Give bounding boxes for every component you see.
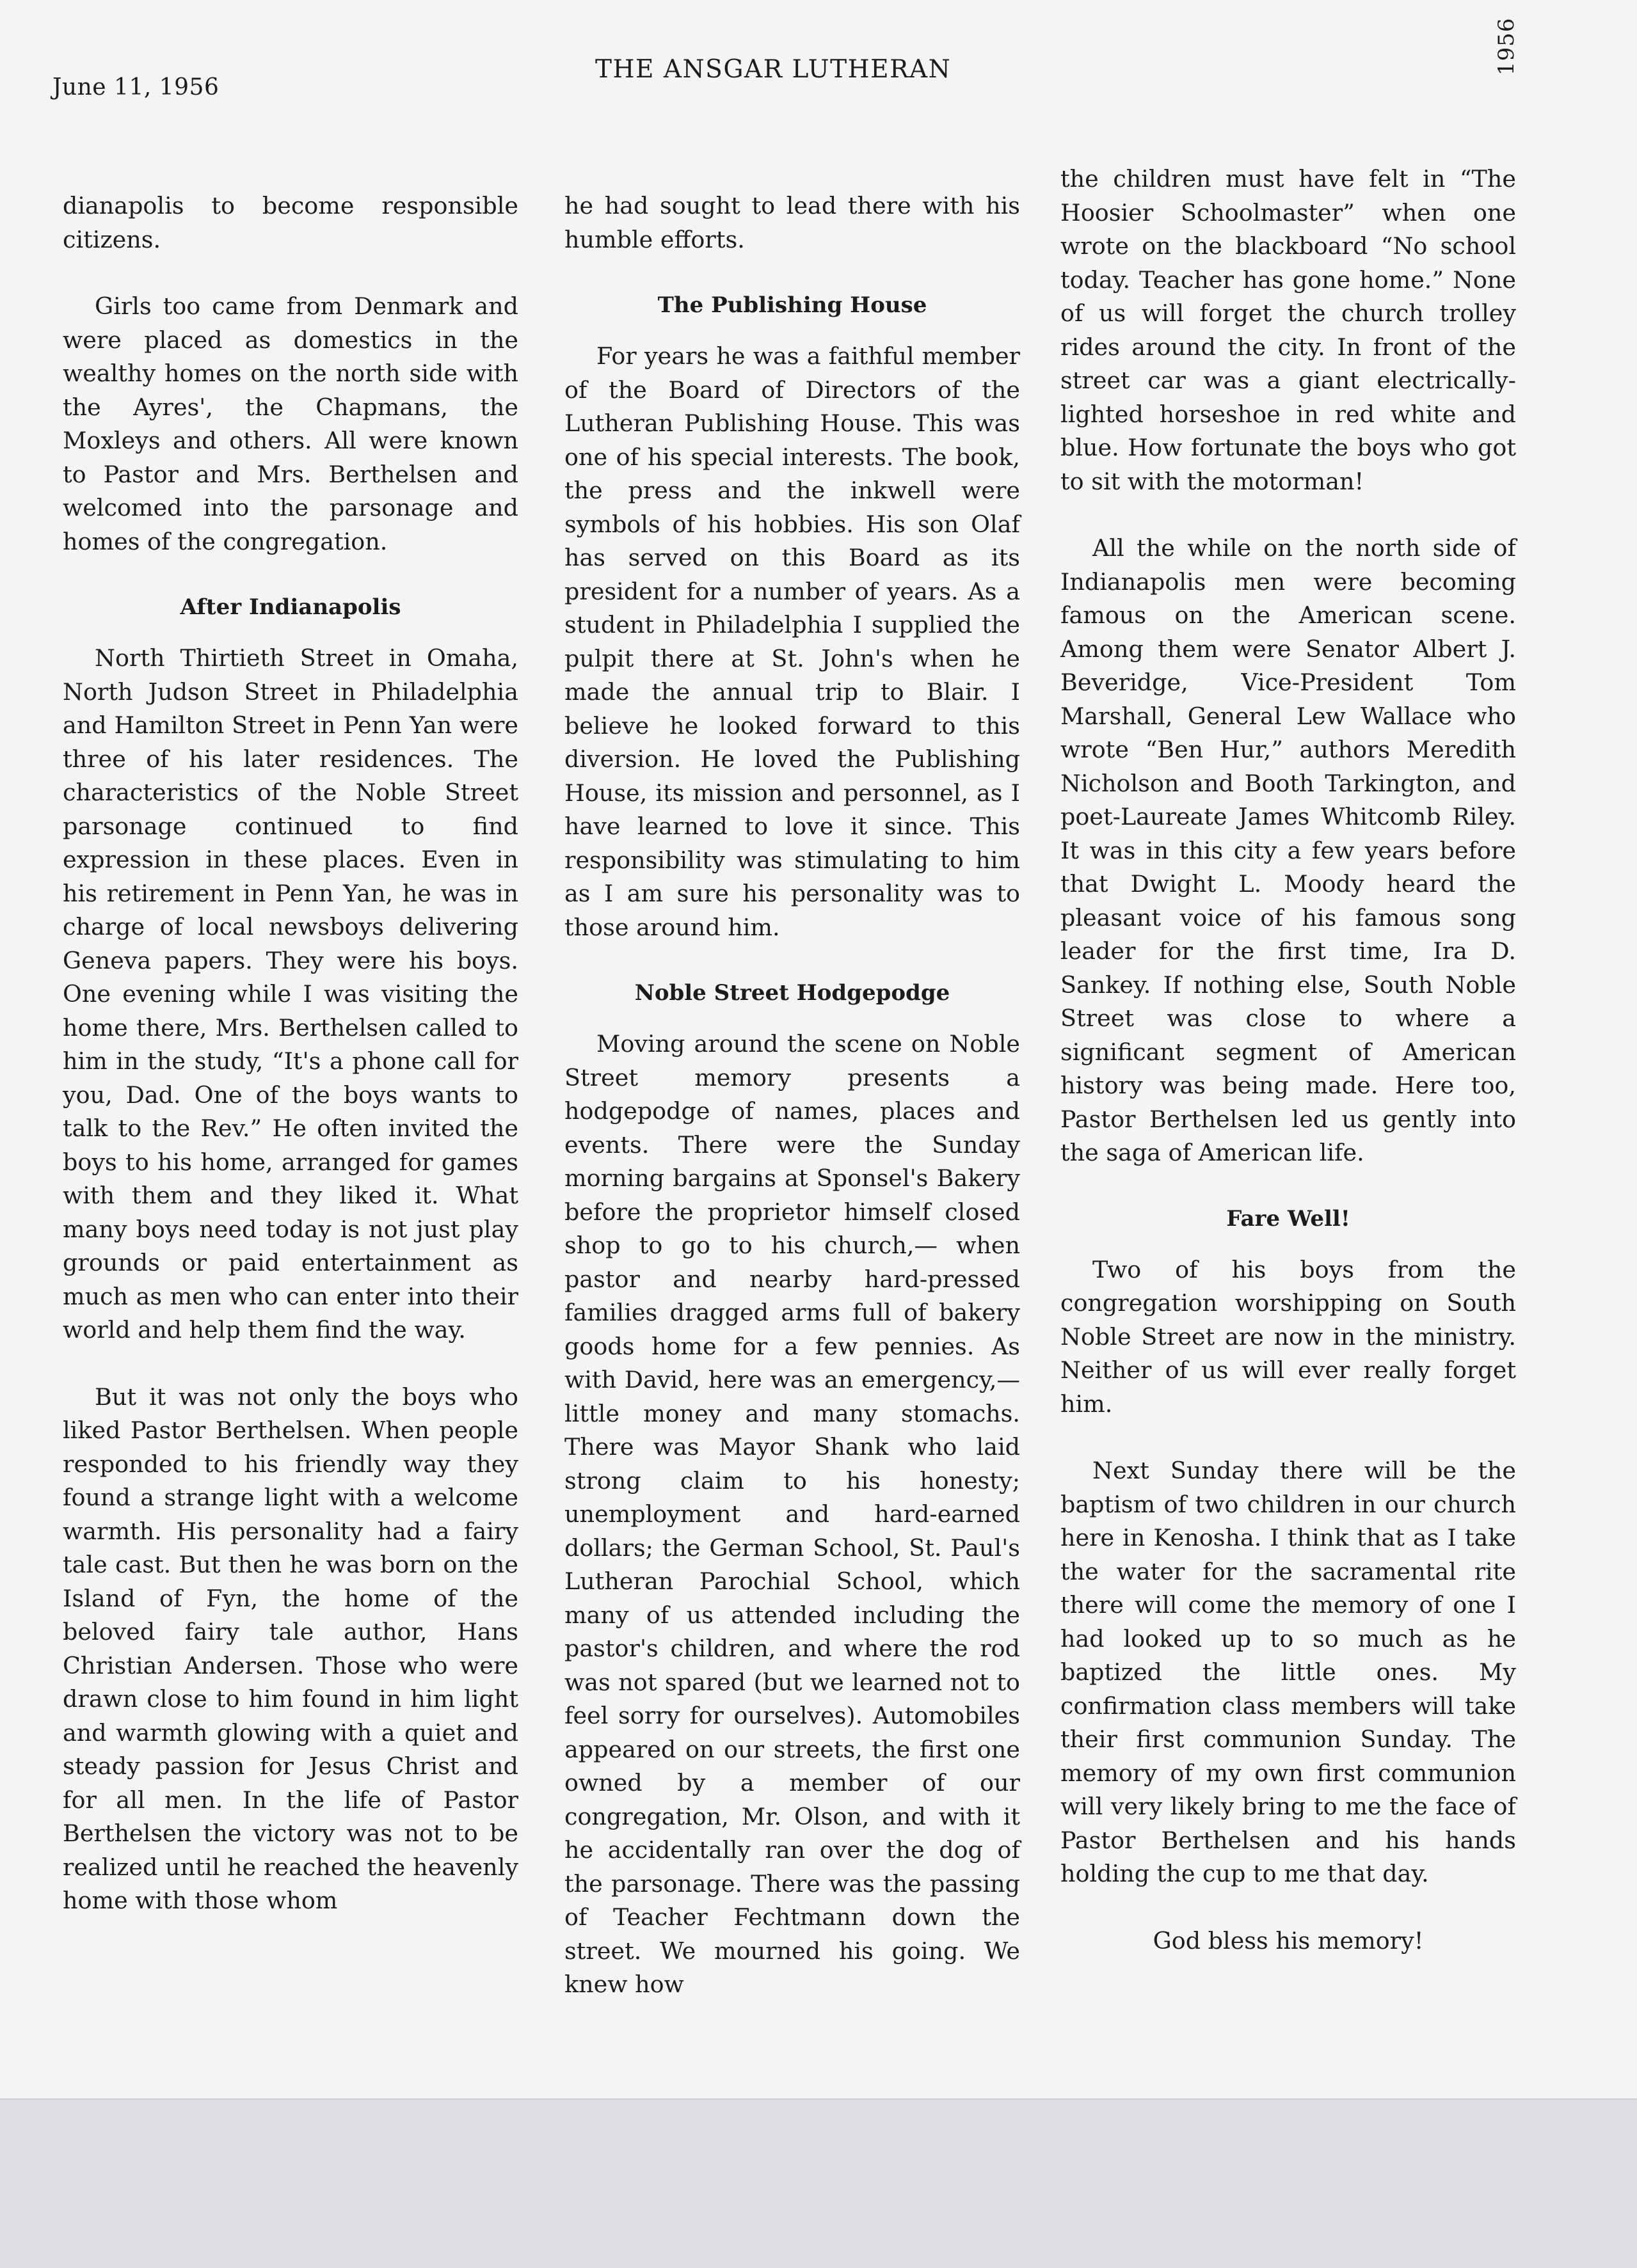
scanner-margin <box>0 2098 1637 2268</box>
paragraph: Two of his boys from the congregation worshipping on South Noble Street are now in the ministry. Neither of us will ever really forget him. <box>1060 1255 1516 1418</box>
section-heading: The Publishing House <box>657 292 927 318</box>
paragraph: he had sought to lead there with his humble efforts. <box>564 192 1020 253</box>
paragraph: Next Sunday there will be the baptism of two children in our church here in Kenosha. I think that as I take the water for the sacramental rite there will come the memory of one I had looked up to so much as he baptized the little ones. My confirmation class members will take their first communion Sunday. The memory of my own first communion will very likely bring to me the face of Pastor Berthelsen and his hands holding the cup to me that day. <box>1060 1457 1516 1887</box>
paragraph: North Thirtieth Street in Omaha, North Judson Street in Philadelphia and Hamilton Street in Penn Yan were three of his later residences. The characteristics of the Noble Street parsonage continued to find expression in these places. Even in his retirement in Penn Yan, he was in charge of local newsboys delivering Geneva papers. They were his boys. One evening while I was visiting the home there, Mrs. Berthelsen called to him in the study, “It's a phone call for you, Dad. One of the boys wants to talk to the Rev.” He often invited the boys to his home, arranged for games with them and they liked it. What many boys need today is not just play grounds or paid entertainment as much as men who can enter into their world and help them find the way. <box>63 644 518 1344</box>
paragraph: Moving around the scene on Noble Street memory presents a hodgepodge of names, places and events. There were the Sunday morning bargains at Sponsel's Bakery before the proprietor himself closed shop to go to his church,— when pastor and nearby hard-pressed families dragged arms full of bakery goods home for a few pennies. As with David, here was an emergency,—little money and many stomachs. There was Mayor Shank who laid strong claim to his honesty; unemployment and hard-earned dollars; the German School, St. Paul's Lutheran Parochial School, which many of us attended including the pastor's children, and where the rod was not spared (but we learned not to feel sorry for ourselves). Automobiles appeared on our streets, the first one owned by a member of our congregation, Mr. Olson, and with it he accidentally ran over the dog of the parsonage. There was the passing of Teacher Fechtmann down the street. We mourned his going. We knew how <box>564 1030 1020 1998</box>
margin-year-note: 1956 <box>1494 17 1519 75</box>
column-2 <box>564 189 1020 2035</box>
masthead-title: THE ANSGAR LUTHERAN <box>595 55 952 84</box>
issue-date: June 11, 1956 <box>52 74 220 100</box>
column-3 <box>1060 163 1516 1991</box>
paragraph: For years he was a faithful member of the Board of Directors of the Lutheran Publishing House. This was one of his special interests. The book, the press and the inkwell were symbols of his hobbies. His son Olaf has served on this Board as its president for a number of years. As a student in Philadelphia I supplied the pulpit there at St. John's when he made the annual trip to Blair. I believe he looked forward to this diversion. He loved the Publishing House, its mission and personnel, as I have learned to love it since. This responsibility was stimulating to him as I am sure his personality was to those around him. <box>564 342 1020 941</box>
section-heading: After Indianapolis <box>180 594 401 620</box>
column-1 <box>63 189 518 1951</box>
paragraph: But it was not only the boys who liked Pastor Berthelsen. When people responded to his friendly way they found a strange light with a welcome warmth. His personality had a fairy tale cast. But then he was born on the Island of Fyn, the home of the beloved fairy tale author, Hans Christian Andersen. Those who were drawn close to him found in him light and warmth glowing with a quiet and steady passion for Jesus Christ and for all men. In the life of Pastor Berthelsen the victory was not to be realized until he reached the heavenly home with those whom <box>63 1383 518 1914</box>
section-heading: Fare Well! <box>1226 1205 1350 1232</box>
paragraph: All the while on the north side of Indianapolis men were becoming famous on the American scene. Among them were Senator Albert J. Beveridge, Vice-President Tom Marshall, General Lew Wallace who wrote “Ben Hur,” authors Meredith Nicholson and Booth Tarkington, and poet-Laureate James Whitcomb Riley. It was in this city a few years before that Dwight L. Moody heard the pleasant voice of his famous song leader for the first time, Ira D. Sankey. If nothing else, South Noble Street was close to where a significant segment of American history was being made. Here too, Pastor Berthelsen led us gently into the saga of American life. <box>1060 534 1516 1166</box>
closing-line: God bless his memory! <box>1153 1926 1424 1955</box>
paragraph: the children must have felt in “The Hoosier Schoolmaster” when one wrote on the blackboard “No school today. Teacher has gone home.” None of us will forget the church trolley rides around the city. In front of the street car was a giant electrically-lighted horseshoe in red white and blue. How fortunate the boys who got to sit with the motorman! <box>1060 165 1516 495</box>
section-heading: Noble Street Hodgepodge <box>634 980 950 1006</box>
paragraph: dianapolis to become responsible citizens. <box>63 192 518 253</box>
paragraph: Girls too came from Denmark and were placed as domestics in the wealthy homes on the north side with the Ayres', the Chapmans, the Moxleys and others. All were known to Pastor and Mrs. Berthelsen and welcomed into the parsonage and homes of the congregation. <box>63 292 518 555</box>
